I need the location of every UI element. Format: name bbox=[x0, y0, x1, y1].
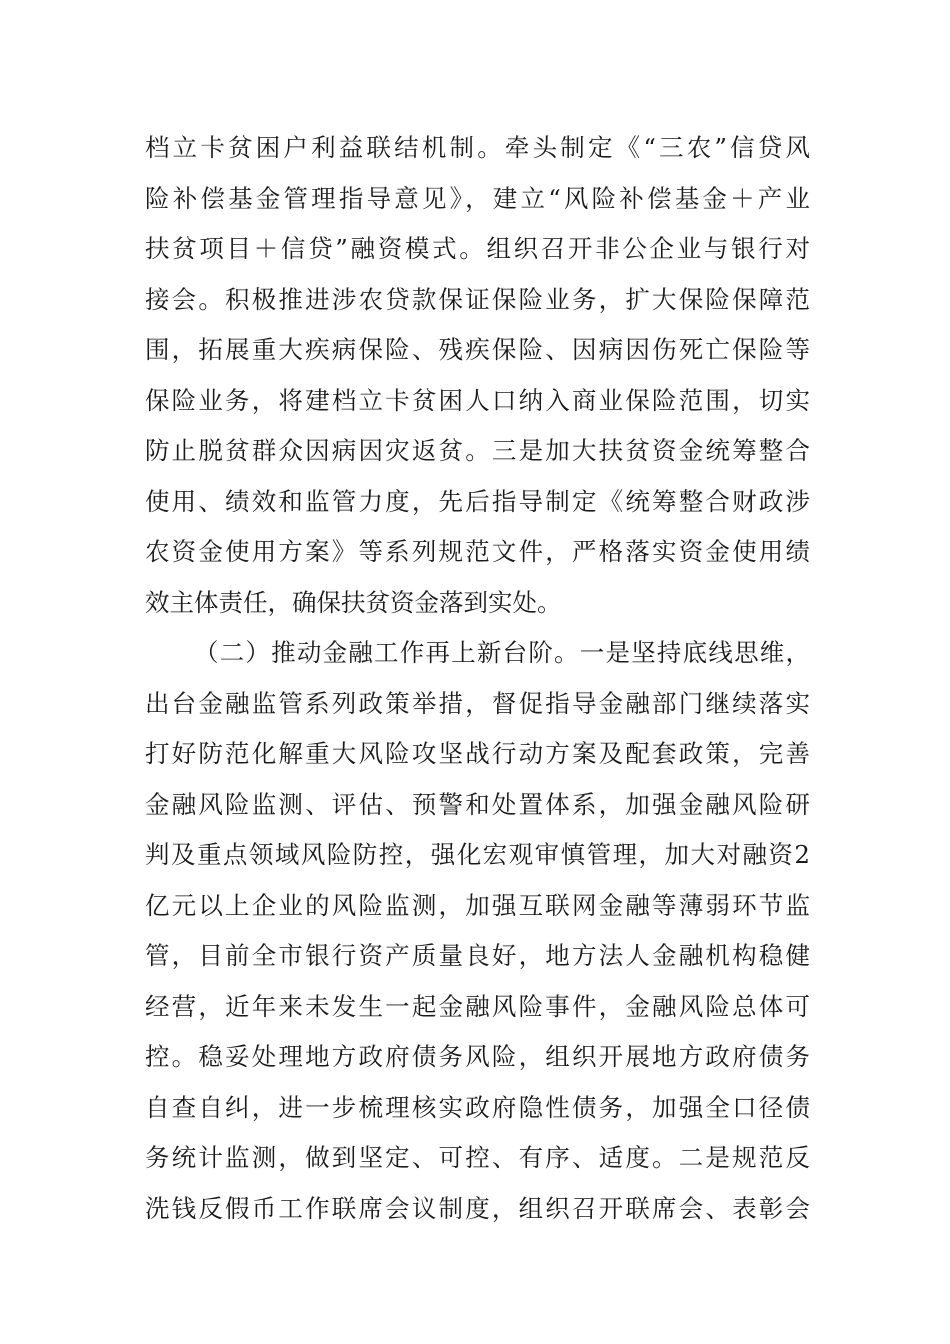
text-line: 险补偿基金管理指导意见》，建立“风险补偿基金＋产业 bbox=[145, 183, 810, 213]
text-line: 务统计监测，做到坚定、可控、有序、适度。二是规范反 bbox=[145, 1143, 810, 1172]
text-line: 亿元以上企业的风险监测，加强互联网金融等薄弱环节监 bbox=[145, 890, 810, 920]
text-line: 农资金使用方案》等系列规范文件，严格落实资金使用绩 bbox=[145, 537, 810, 566]
text-line: 自查自纠，进一步梳理核实政府隐性债务，加强全口径债 bbox=[145, 1092, 810, 1122]
text-line: 接会。积极推进涉农贷款保证保险业务，扩大保险保障范 bbox=[145, 284, 810, 314]
text-line: 出台金融监管系列政策举措，督促指导金融部门继续落实 bbox=[145, 688, 810, 718]
text-line: 保险业务，将建档立卡贫困人口纳入商业保险范围，切实 bbox=[145, 385, 810, 415]
text-line: 金融风险监测、评估、预警和处置体系，加强金融风险研 bbox=[145, 789, 810, 819]
text-line: 管，目前全市银行资产质量良好，地方法人金融机构稳健 bbox=[145, 941, 810, 970]
text-line: 扶贫项目＋信贷”融资模式。组织召开非公企业与银行对 bbox=[145, 234, 810, 263]
text-line: 使用、绩效和监管力度，先后指导制定《统筹整合财政涉 bbox=[145, 486, 810, 516]
text-line: 控。稳妥处理地方政府债务风险，组织开展地方政府债务 bbox=[145, 1042, 810, 1071]
text-line: （二）推动金融工作再上新台阶。一是坚持底线思维， bbox=[194, 638, 810, 667]
text-line: 防止脱贫群众因病因灾返贫。三是加大扶贫资金统筹整合 bbox=[145, 436, 810, 465]
text-line: 打好防范化解重大风险攻坚战行动方案及配套政策，完善 bbox=[145, 739, 810, 768]
text-line: 效主体责任，确保扶贫资金落到实处。 bbox=[145, 587, 562, 617]
text-line: 洗钱反假币工作联席会议制度，组织召开联席会、表彰会 bbox=[145, 1193, 810, 1223]
text-line: 经营，近年来未发生一起金融风险事件，金融风险总体可 bbox=[145, 991, 810, 1021]
text-line: 档立卡贫困户利益联结机制。牵头制定《“三农”信贷风 bbox=[145, 133, 810, 162]
text-line: 判及重点领域风险防控，强化宏观审慎管理，加大对融资2 bbox=[145, 840, 810, 869]
text-line: 围，拓展重大疾病保险、残疾保险、因病因伤死亡保险等 bbox=[145, 335, 810, 364]
